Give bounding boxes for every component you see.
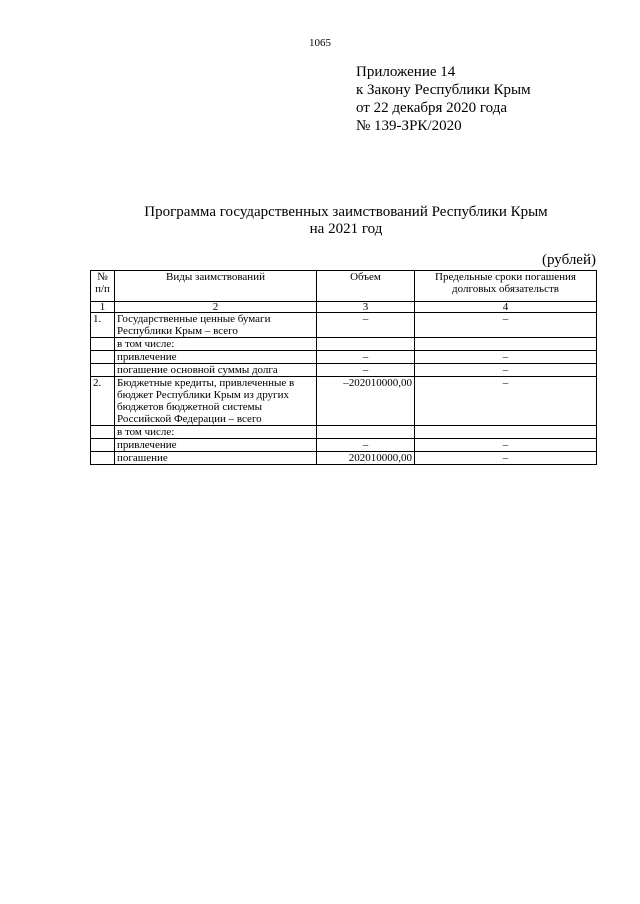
row-volume: 202010000,00 bbox=[317, 452, 415, 465]
header-term: Предельные сроки погашения долговых обязательств bbox=[415, 271, 597, 302]
table-header-row bbox=[91, 271, 597, 302]
row-term: – bbox=[415, 452, 597, 465]
table-row bbox=[91, 351, 597, 364]
header-type: Виды заимствований bbox=[115, 271, 317, 302]
row-term: – bbox=[415, 439, 597, 452]
row-term bbox=[415, 338, 597, 351]
table-row bbox=[91, 313, 597, 338]
row-type: в том числе: bbox=[115, 338, 317, 351]
table-row bbox=[91, 426, 597, 439]
appendix-line: от 22 декабря 2020 года bbox=[356, 100, 508, 116]
row-volume: – bbox=[317, 351, 415, 364]
row-volume: – bbox=[317, 439, 415, 452]
row-term: – bbox=[415, 351, 597, 364]
row-type: привлечение bbox=[115, 351, 317, 364]
row-num bbox=[91, 426, 115, 439]
column-number: 3 bbox=[317, 302, 415, 313]
column-number: 4 bbox=[415, 302, 597, 313]
header-volume: Объем bbox=[317, 271, 415, 302]
appendix-line: Приложение 14 bbox=[356, 64, 456, 80]
row-term: – bbox=[415, 377, 597, 426]
column-number: 2 bbox=[115, 302, 317, 313]
header-num: № п/п bbox=[91, 271, 115, 302]
row-term: – bbox=[415, 313, 597, 338]
row-type: привлечение bbox=[115, 439, 317, 452]
appendix-block bbox=[356, 63, 531, 135]
row-num bbox=[91, 439, 115, 452]
row-type: погашение bbox=[115, 452, 317, 465]
row-num: 2. bbox=[91, 377, 115, 426]
title-line: на 2021 год bbox=[309, 221, 383, 237]
units-label: (рублей) bbox=[541, 252, 596, 268]
row-volume: – bbox=[317, 364, 415, 377]
row-volume: – bbox=[317, 313, 415, 338]
row-type: Государственные ценные бумаги Республики Крым – всего bbox=[115, 313, 317, 338]
table-row bbox=[91, 377, 597, 426]
table-row bbox=[91, 439, 597, 452]
borrowings-table bbox=[90, 270, 597, 465]
row-num bbox=[91, 351, 115, 364]
page-number: 1065 bbox=[309, 37, 331, 49]
document-title bbox=[90, 204, 602, 238]
table-row bbox=[91, 338, 597, 351]
row-type: в том числе: bbox=[115, 426, 317, 439]
row-volume bbox=[317, 338, 415, 351]
row-num bbox=[91, 364, 115, 377]
row-type: погашение основной суммы долга bbox=[115, 364, 317, 377]
title-line: Программа государственных заимствований Республики Крым bbox=[144, 204, 548, 220]
row-num bbox=[91, 338, 115, 351]
row-num: 1. bbox=[91, 313, 115, 338]
appendix-line: к Закону Республики Крым bbox=[356, 82, 531, 98]
row-term: – bbox=[415, 364, 597, 377]
row-volume bbox=[317, 426, 415, 439]
column-number-row bbox=[91, 302, 597, 313]
column-number: 1 bbox=[91, 302, 115, 313]
row-volume: –202010000,00 bbox=[317, 377, 415, 426]
table-row bbox=[91, 452, 597, 465]
appendix-line: № 139-ЗРК/2020 bbox=[356, 118, 462, 134]
row-term bbox=[415, 426, 597, 439]
row-num bbox=[91, 452, 115, 465]
row-type: Бюджетные кредиты, привлеченные в бюджет Республики Крым из других бюджетов бюджетной системы Российской Федерации – всего bbox=[115, 377, 317, 426]
table-row bbox=[91, 364, 597, 377]
